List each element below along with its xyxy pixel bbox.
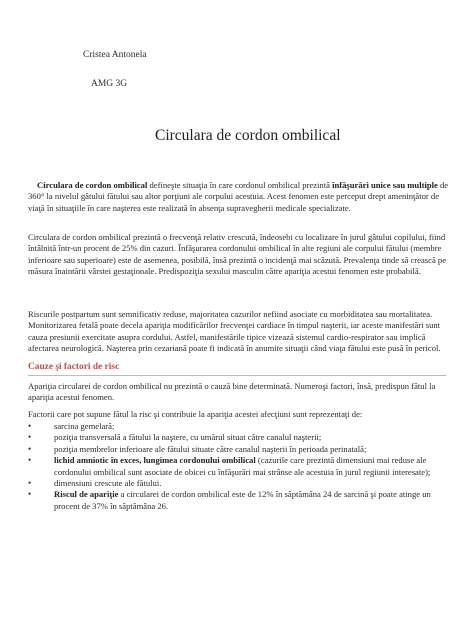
section-divider (28, 375, 446, 376)
bullet-icon: • (28, 421, 32, 431)
intro-text-a: defineşte situaţia în care cordonul ombilical prezintă (147, 180, 333, 190)
bullet-icon: • (28, 489, 32, 500)
intro-paragraph (28, 180, 452, 214)
paragraph-frequency: Circulara de cordon ombilical prezintă o frecvenţă relativ crescută, îndeosebi cu localizare în jurul gâtului copilului, fiind întâlnită într-un procent de 25% din cazuri. Înfăşurarea cordonului ombilical în alte regiuni ale corpului fătului (membre inferioare sau superioare) este de asemenea, posibilă, însă prezintă o incidenţă mai scăzută. Prevalenţa tinde să crească pe măsura înaintării vârstei gestaţionale. Predispoziţia sexului masculin către apariţia acestui fenomen este probabilă. (28, 232, 447, 277)
list-item: • poziţia membrelor inferioare ale fătului situate către canalul naşterii în perioada perinatală; (28, 443, 367, 454)
list-item: • sarcina gemelară; (28, 421, 115, 431)
bullet-icon: • (28, 432, 32, 443)
author-name: Cristea Antonela (83, 50, 147, 60)
bullet-icon: • (28, 443, 32, 454)
student-group: AMG 3G (91, 79, 128, 89)
list-item: • poziţia transversală a fătului la naştere, cu umărul situat către canalul naşterii; (28, 432, 322, 443)
document-title: Circulara de cordon ombilical (155, 127, 341, 144)
section-heading: Cauze şi factori de risc (28, 362, 120, 372)
paragraph-causes: Apariţia circularei de cordon ombilical nu prezintă o cauză bine determinată. Numeroşi factori, însă, predispun fătul la apariţia acestui fenomen. (28, 381, 436, 403)
bullet-icon: • (28, 478, 32, 489)
bullet-icon: • (28, 455, 32, 466)
intro-bold-mid: înfăşurări unice sau multiple (332, 180, 438, 190)
paragraph-risks: Riscurile postpartum sunt semnificativ reduse, majoritatea cazurilor nefiind asociate cu morbiditatea sau mortalitatea. Monitorizarea fetală poate decela apariţia modificărilor frecvenţei cardiace în timpul naşterii, iar aceste manifestări sunt cauza presiunii exercitate asupra cordului. Astfel, manifestările tipice vizează sistemul cardio-respirator sau implică afectarea neurologică. Naşterea prin cezariană poate fi indicată în anumite situaţii când viaţa fătului este pusă în pericol. (28, 309, 441, 354)
paragraph-factors-intro: Factorii care pot supune fătul la risc şi contribuie la apariţia acestei afecţiuni sunt reprezentaţi de: (28, 409, 363, 419)
list-item: • dimensiuni crescute ale fătului. (28, 478, 162, 489)
risk-factor-list (28, 421, 452, 512)
list-item: • lichid amniotic în exces, lungimea cordonului ombilical (cazurile care prezintă dimensiuni mai reduse ale cordonului ombilical sunt asociate de obicei cu înfăşurări mai strânse ale acestuia în jurul regiunii interesate); (28, 455, 431, 477)
intro-bold-lead: Circulara de cordon ombilical (37, 180, 148, 190)
intro-text-b: de 360° la nivelul gâtului fătului sau altor porţiuni ale corpului acestuia. Acest fenomen este perceput drept ameninţător de viaţă în situaţiile în care naşterea este realizată în absenţa supravegherii medicale specializate. (28, 180, 449, 213)
list-item: • Riscul de apariţie a circularei de cordon ombilical este de 12% în săptămâna 24 de sarcină şi poate atinge un procent de 37% în săptămâna 26. (28, 489, 431, 511)
